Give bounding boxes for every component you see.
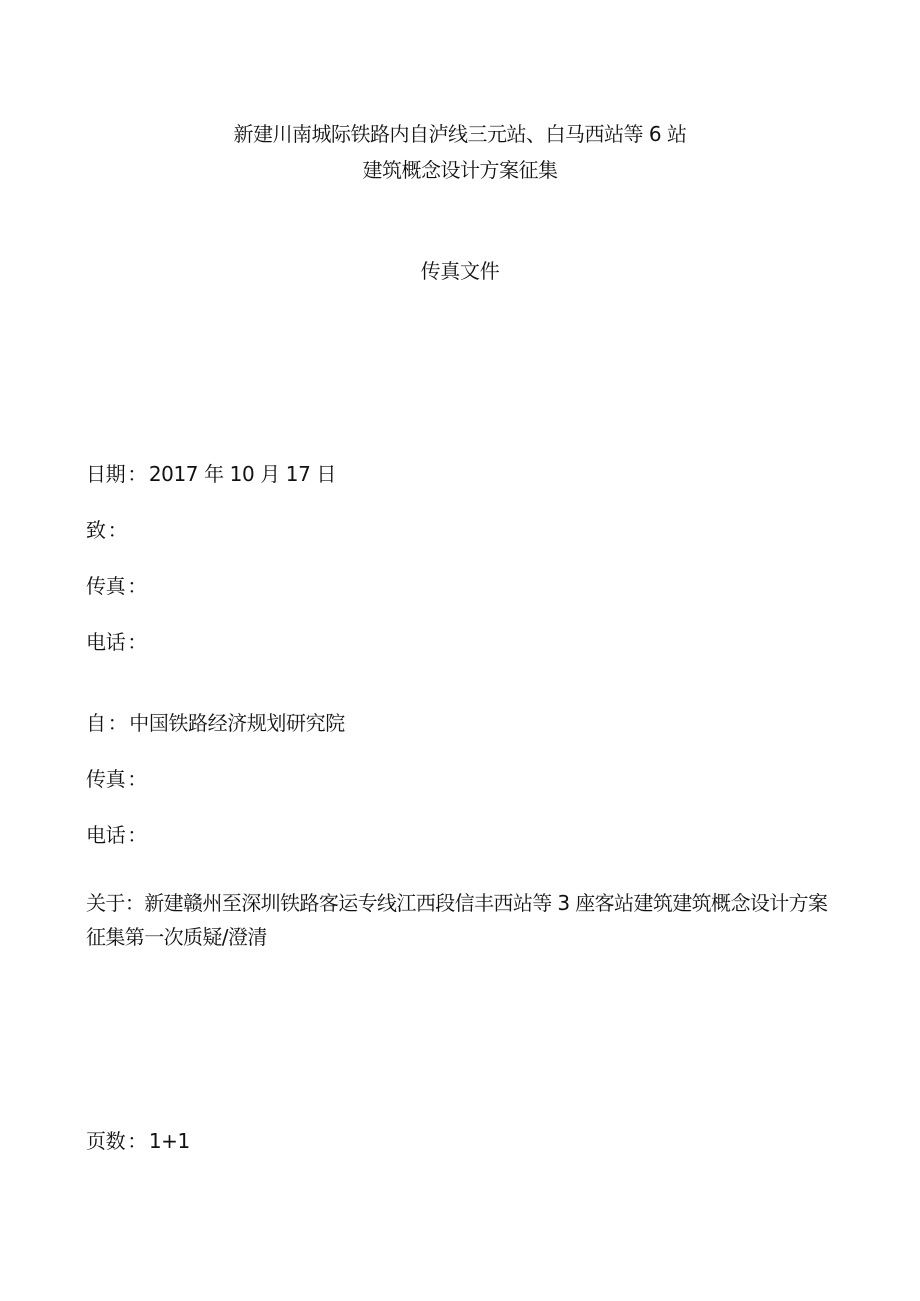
pages-separator: ：	[127, 1129, 147, 1153]
subject-label: 关于	[86, 891, 125, 915]
date-field	[86, 459, 336, 489]
from-phone-field	[86, 820, 149, 850]
from-phone-label: 电话	[86, 823, 126, 847]
from-fax-separator: ：	[127, 767, 147, 791]
to-phone-field	[86, 627, 149, 657]
title-line-1: 新建川南城际铁路内自泸线三元站、白马西站等 6 站	[233, 122, 687, 146]
to-fax-separator: ：	[127, 574, 147, 598]
from-fax-field	[86, 764, 149, 794]
to-fax-label: 传真	[86, 574, 126, 598]
from-field	[86, 708, 345, 738]
date-label: 日期	[86, 462, 126, 486]
subject-separator: ：	[124, 891, 145, 915]
pages-value: 1+1	[148, 1129, 190, 1153]
pages-label: 页数	[86, 1129, 126, 1153]
to-phone-separator: ：	[127, 630, 147, 654]
to-field	[86, 515, 129, 545]
subject-field	[86, 886, 846, 954]
to-fax-field	[86, 571, 149, 601]
document-title	[0, 116, 920, 188]
title-line-2: 建筑概念设计方案征集	[362, 158, 558, 182]
from-value: 中国铁路经济规划研究院	[129, 711, 345, 735]
from-separator: ：	[107, 711, 128, 735]
from-fax-label: 传真	[86, 767, 126, 791]
date-value: 2017 年 10 月 17 日	[148, 462, 336, 486]
date-separator: ：	[127, 462, 147, 486]
to-phone-label: 电话	[86, 630, 126, 654]
subject-value: 新建赣州至深圳铁路客运专线江西段信丰西站等 3 座客站建筑建筑概念设计方案征集第一次质疑/澄清	[86, 891, 828, 949]
to-separator: ：	[107, 518, 128, 542]
document-type-heading: 传真文件	[420, 259, 500, 283]
from-phone-separator: ：	[127, 823, 147, 847]
pages-field	[86, 1126, 190, 1156]
from-label: 自	[86, 711, 106, 735]
to-label: 致	[86, 518, 106, 542]
